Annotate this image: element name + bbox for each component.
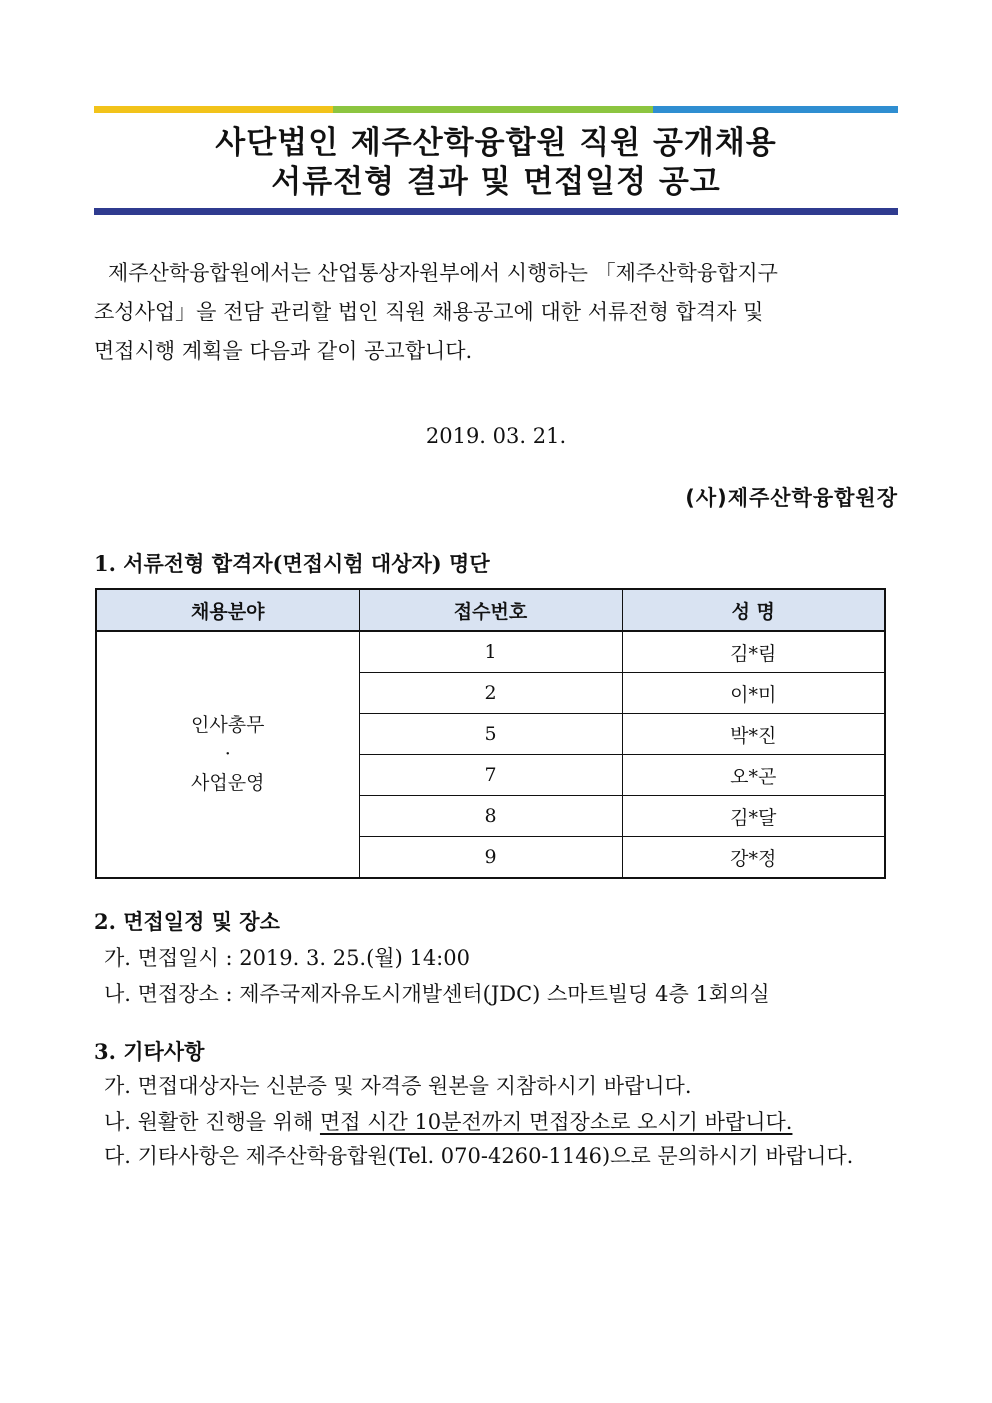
top-color-bar	[94, 106, 898, 113]
top-bar-yellow	[94, 106, 333, 113]
header-receipt-no: 접수번호	[359, 589, 622, 631]
applicant-name-cell: 김*림	[622, 631, 885, 673]
top-bar-blue	[653, 106, 898, 113]
page-title-line2: 서류전형 결과 및 면접일정 공고	[271, 164, 721, 200]
field-cell	[96, 631, 359, 878]
applicant-name-cell: 강*정	[622, 837, 885, 879]
table-header-row	[96, 589, 885, 631]
intro-paragraph	[94, 254, 900, 371]
field-line3: 사업운영	[191, 772, 265, 794]
intro-line2: 조성사업」을 전담 관리할 법인 직원 채용공고에 대한 서류전형 합격자 및	[94, 300, 764, 324]
interview-location: 나. 면접장소 : 제주국제자유도시개발센터(JDC) 스마트빌딩 4층 1회의실	[104, 982, 770, 1006]
top-bar-green	[333, 106, 653, 113]
field-line2: ·	[224, 743, 231, 765]
section3-heading: 3. 기타사항	[94, 1039, 205, 1064]
notice-date: 2019. 03. 21.	[425, 424, 567, 448]
table-row	[96, 631, 885, 673]
applicant-name-cell: 김*달	[622, 796, 885, 837]
intro-line1: 제주산학융합원에서는 산업통상자원부에서 시행하는 「제주산학융합지구	[108, 261, 778, 285]
section1-heading: 1. 서류전형 합격자(면접시험 대상자) 명단	[94, 551, 490, 576]
page-title-line1: 사단법인 제주산학융합원 직원 공개채용	[215, 125, 777, 161]
misc-item2-prefix: 나. 원활한 진행을 위해	[104, 1110, 320, 1134]
field-line1: 인사총무	[191, 714, 265, 736]
interview-datetime: 가. 면접일시 : 2019. 3. 25.(월) 14:00	[104, 946, 470, 970]
receipt-no-cell: 7	[359, 755, 622, 796]
misc-item2-underlined: 면접 시간 10분전까지 면접장소로 오시기 바랍니다.	[319, 1110, 793, 1134]
title-underline-bar	[94, 208, 898, 215]
applicant-name-cell: 오*곤	[622, 755, 885, 796]
receipt-no-cell: 9	[359, 837, 622, 879]
header-field: 채용분야	[96, 589, 359, 631]
misc-item2	[104, 1106, 792, 1136]
notice-signer: (사)제주산학융합원장	[685, 486, 898, 510]
intro-line3: 면접시행 계획을 다음과 같이 공고합니다.	[94, 339, 473, 363]
header-name: 성 명	[622, 589, 885, 631]
receipt-no-cell: 8	[359, 796, 622, 837]
section2-heading: 2. 면접일정 및 장소	[94, 909, 280, 934]
misc-item1: 가. 면접대상자는 신분증 및 자격증 원본을 지참하시기 바랍니다.	[104, 1074, 692, 1098]
misc-item3: 다. 기타사항은 제주산학융합원(Tel. 070-4260-1146)으로 문의하시기 바랍니다.	[104, 1144, 854, 1168]
applicant-name-cell: 박*진	[622, 714, 885, 755]
applicant-name-cell: 이*미	[622, 673, 885, 714]
applicant-table	[95, 588, 886, 879]
receipt-no-cell: 1	[359, 631, 622, 673]
receipt-no-cell: 2	[359, 673, 622, 714]
receipt-no-cell: 5	[359, 714, 622, 755]
